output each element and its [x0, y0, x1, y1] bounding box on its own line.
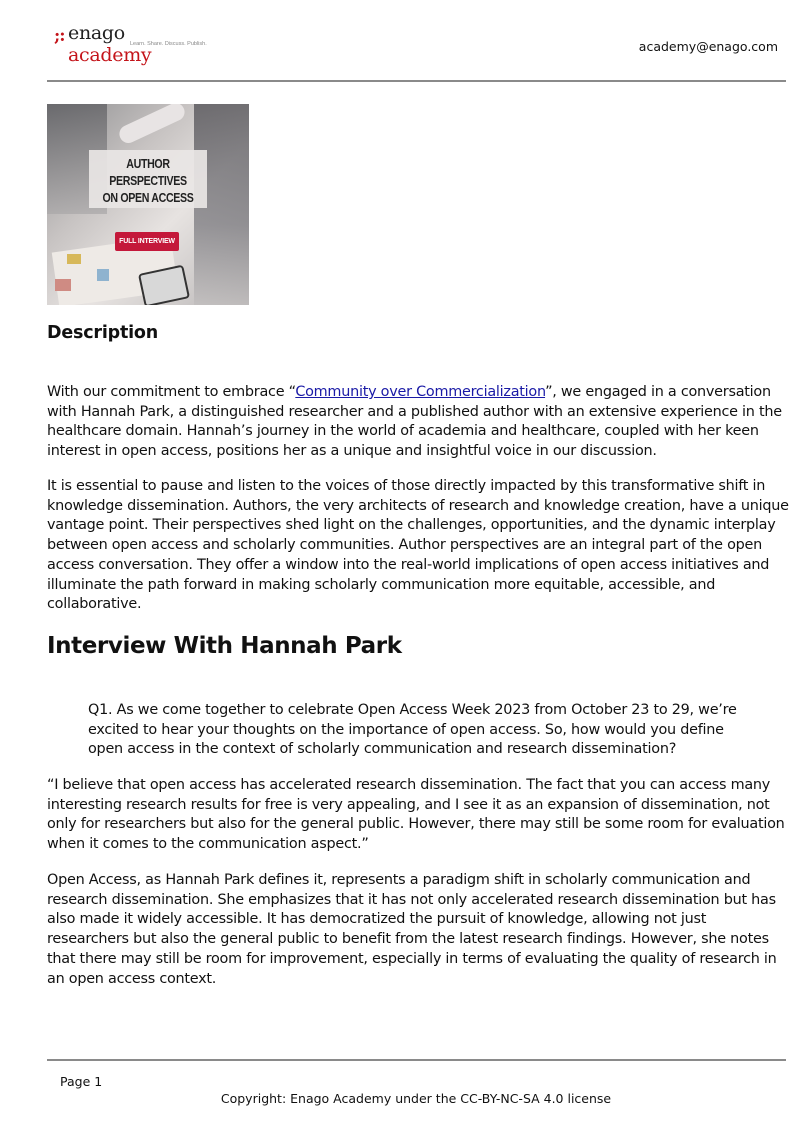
p1-after: ”, we engaged in a conversation with Hannah Park, a distinguished researcher and a published author with an extensive experience in the healthcare domain. Hannah’s journey in the world of academia and healthcare, coupled with her keen interest in open access, positions her as a unique and insightful voice in our discussion. — [47, 384, 782, 460]
contact-email[interactable]: academy@enago.com — [638, 39, 778, 54]
hero-title-line1: AUTHOR PERSPECTIVES — [109, 157, 187, 188]
interview-summary: Open Access, as Hannah Park defines it, represents a paradigm shift in scholarly communication and research dissemination. She emphasizes that it has not only accelerated research dissemination but has also made it widely accessible. It has democratized the pursuit of knowledge, allowing not just researchers but also the general public to benefit from the latest research findings. However, she notes that there may still be room for improvement, especially in terms of evaluating the quality of research in an open access context. — [47, 872, 777, 987]
p1-before: With our commitment to embrace “ — [47, 384, 296, 400]
logo-enago: enago — [68, 22, 125, 44]
community-over-commercialization-link[interactable]: Community over Commercialization — [295, 384, 546, 400]
logo-academy: academy — [68, 44, 152, 66]
page-number: Page 1 — [60, 1074, 103, 1089]
header-divider — [47, 80, 786, 82]
enago-academy-logo[interactable] — [54, 22, 214, 66]
hero-image — [47, 104, 249, 305]
full-interview-button: FULL INTERVIEW — [115, 232, 179, 251]
hero-title-line2: ON OPEN ACCESS — [102, 191, 194, 205]
logo-tagline: Learn. Share. Discuss. Publish. — [130, 41, 207, 47]
page-header — [0, 0, 800, 82]
description-heading: Description — [47, 323, 158, 343]
interview-question-1: Q1. As we come together to celebrate Open Access Week 2023 from October 23 to 29, we’re excited to hear your thoughts on the importance of open access. So, how would you define open access in the context of scholarly communication and research dissemination? — [88, 702, 737, 758]
interview-answer-1: “I believe that open access has accelerated research dissemination. The fact that you can access many interesting research results for free is very appealing, and I see it as an expansion of dissemination, not only for researchers but also for the general public. However, there may still be some room for evaluation when it comes to the communication aspect.” — [47, 777, 785, 853]
hero-title — [98, 156, 198, 207]
copyright-notice: Copyright: Enago Academy under the CC-BY-NC-SA 4.0 license — [220, 1091, 612, 1106]
logo-mark-icon: ;: — [54, 26, 65, 46]
description-paragraph-2: It is essential to pause and listen to the voices of those directly impacted by this transformative shift in knowledge dissemination. Authors, the very architects of research and knowledge creation, have a unique vantage point. Their perspectives shed light on the challenges, opportunities, and the dynamic interplay between open access and scholarly communities. Author perspectives are an integral part of the open access conversation. They offer a window into the real-world implications of open access initiatives and illuminate the path forward in making scholarly communication more equitable, accessible, and collaborative. — [47, 478, 789, 613]
interview-heading: Interview With Hannah Park — [47, 633, 402, 659]
footer-divider — [47, 1059, 786, 1061]
description-paragraph-1 — [47, 383, 792, 462]
